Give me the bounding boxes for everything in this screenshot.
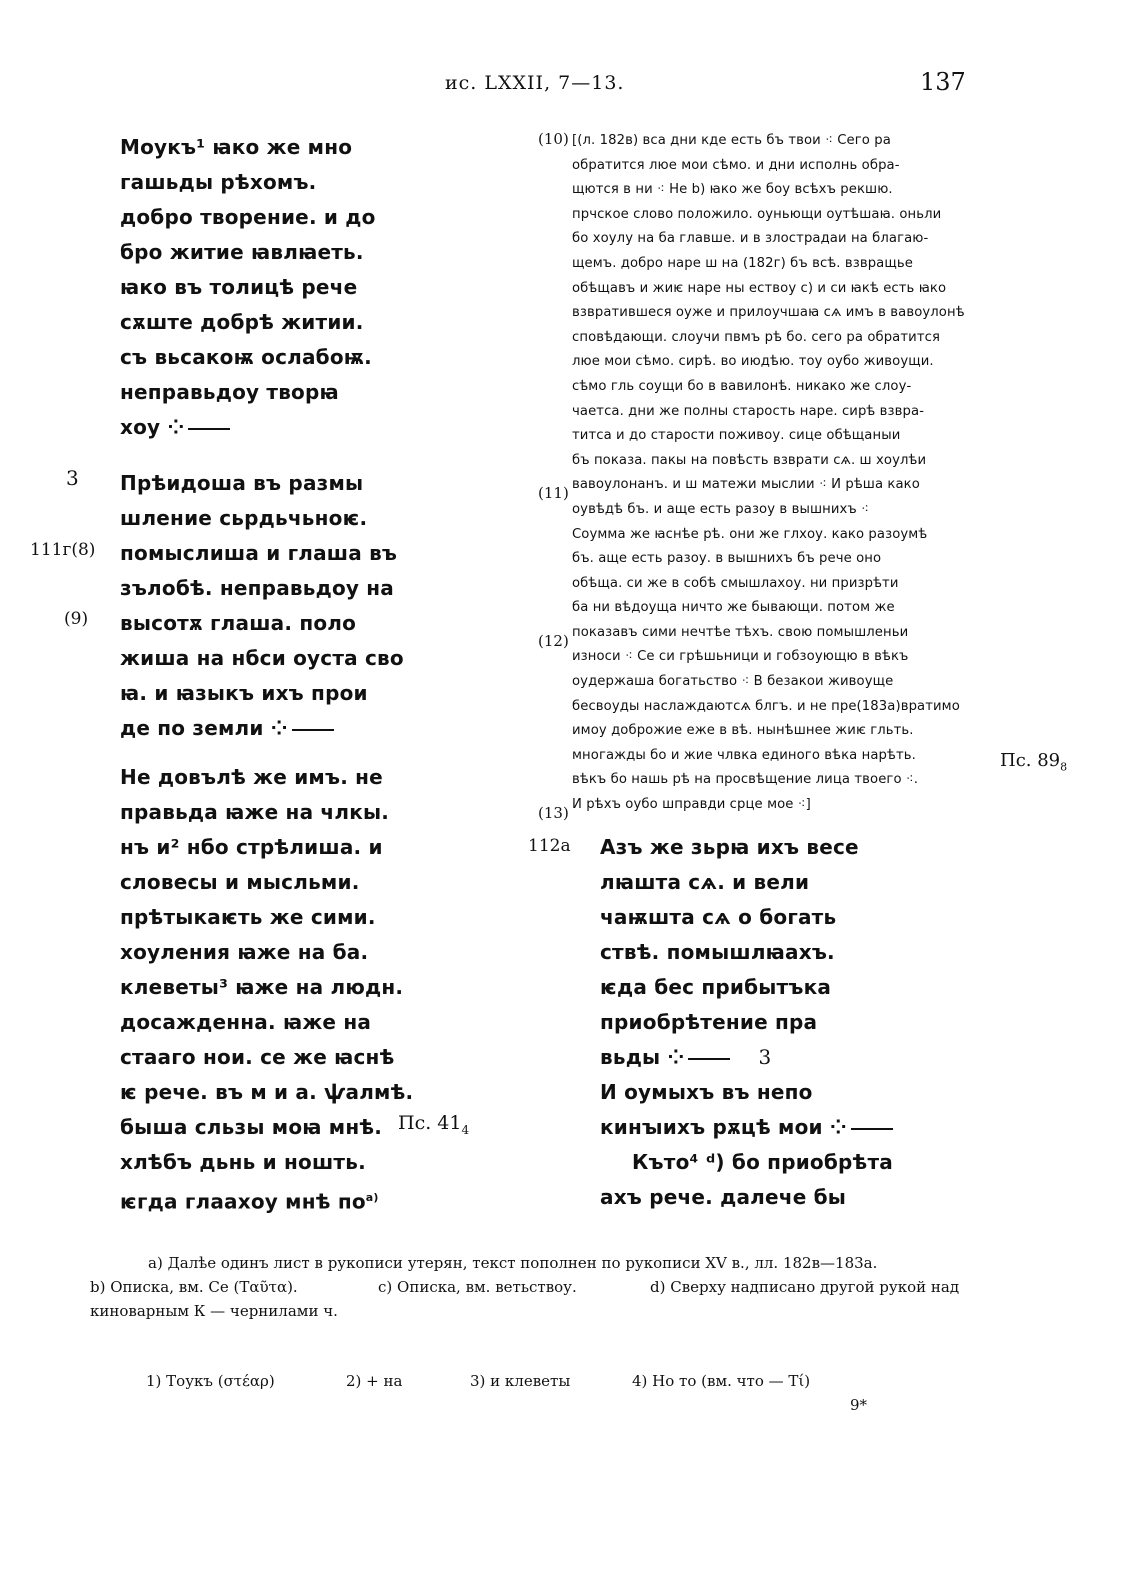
- commentary-line: сѣмо гль соущи бо в вавилонѣ. никако же слоу-: [572, 378, 912, 394]
- page-number: 137: [920, 68, 966, 96]
- end-dash: [188, 428, 230, 430]
- left-block-2: [120, 466, 404, 746]
- verse-number: (12): [538, 632, 569, 650]
- folio-text: 111г: [30, 540, 72, 560]
- text-line: ѥ рече. въ м и а. ѱалмѣ.: [120, 1080, 414, 1104]
- text-line: [600, 1040, 859, 1075]
- footnote-4: 4) Но то (вм. что — Τί): [632, 1372, 811, 1390]
- verse-number: (10): [538, 130, 569, 148]
- verse-number: (11): [538, 484, 569, 502]
- text-line: Азъ же зьрꙗ ихъ весе: [600, 835, 859, 859]
- text-line: гашьды рѣхомъ.: [120, 170, 317, 194]
- ref-text: Пс. 41: [398, 1112, 462, 1134]
- text-line: зълобѣ. неправьдоу на: [120, 576, 395, 600]
- footnote-c: c) Описка, вм. ветьствоу.: [378, 1278, 577, 1296]
- commentary-line: показавъ сими нечтѣе тѣхъ. свою помышленьи: [572, 624, 909, 640]
- text-line: хоуления ꙗже на ба.: [120, 940, 369, 964]
- text-line: [120, 711, 404, 746]
- footnote-d-cont: киноварным К — чернилами ч.: [90, 1302, 338, 1320]
- right-block-4: [600, 830, 859, 1075]
- commentary-line: оудержаша богатьство ⁖ В безакои живоуще: [572, 674, 894, 690]
- verse-number: (8): [71, 540, 96, 560]
- text-line: приобрѣтение пра: [600, 1010, 818, 1034]
- footnote-2: 2) + на: [346, 1372, 403, 1390]
- line-text: хоу ⁘: [120, 415, 185, 439]
- verse-number: (13): [538, 804, 569, 822]
- signature-mark: 9*: [850, 1396, 868, 1414]
- line-text: де по земли ⁘: [120, 716, 288, 740]
- commentary-line: И рѣхъ оубо шправди срце мое ⁖]: [572, 797, 811, 813]
- end-dash: [292, 729, 334, 731]
- text-line: сѫште добрѣ житии.: [120, 310, 364, 334]
- text-line: правьда ꙗже на члкы.: [120, 800, 390, 824]
- left-block-3: [120, 760, 413, 1220]
- right-block-6: [600, 1145, 893, 1215]
- section-marker: 3: [66, 466, 79, 490]
- text-line: Къто⁴ ᵈ) бо приобрѣта: [632, 1150, 893, 1174]
- text-line: хлѣбъ дьнь и ношть.: [120, 1150, 366, 1174]
- commentary-line: щются в ни ⁖ Не b) ꙗко же боу всѣхъ рекшю.: [572, 182, 893, 198]
- right-block-5: [600, 1075, 893, 1145]
- text-line: прѣтыкаѥть же сими.: [120, 905, 376, 929]
- commentary-line: щемъ. добро наре ш на (182г) бъ всѣ. взвращье: [572, 255, 913, 271]
- footnote-3: 3) и клеветы: [470, 1372, 571, 1390]
- commentary-line: сповѣдающи. слоучи пвмъ рѣ бо. сего ра обратится: [572, 329, 940, 345]
- footnote-d: d) Сверху надписано другой рукой над: [650, 1278, 960, 1296]
- line-text: вьды ⁘: [600, 1045, 685, 1069]
- commentary-line: износи ⁖ Се си грѣшьници и гобзоующю в вѣкъ: [572, 649, 909, 665]
- text-line: бро житие ꙗвлꙗеть.: [120, 240, 364, 264]
- commentary-line: бъ. аще есть разоу. в вышнихъ бъ рече оно: [572, 551, 882, 567]
- footnote-a: a) Далѣе одинъ лист в рукописи утерян, текст пополнен по рукописи XV в., лл. 182в—183а.: [148, 1254, 878, 1272]
- margin-reference: [1000, 750, 1067, 774]
- commentary-line: [(л. 182в) вса дни кде есть бъ твои ⁖ Сего ра: [572, 133, 891, 148]
- line-text: кинꙑихъ рѫцѣ мои ⁘: [600, 1115, 847, 1139]
- verse-number: (9): [64, 609, 89, 629]
- commentary-line: бъ показа. пакы на повѣсть взврати сѧ. ш хоулѣи: [572, 452, 927, 468]
- end-dash: [688, 1058, 730, 1060]
- text-line: [120, 410, 376, 445]
- text-line: ꙗ. и ꙗзыкъ ихъ прои: [120, 681, 368, 705]
- text-line: ѥда бес прибытъка: [600, 975, 832, 999]
- commentary-line: бесвоуды наслаждаютсѧ блгъ. и не пре(183а)вратимо: [572, 698, 960, 714]
- commentary-line: обѣщавъ и жиѥ наре ны ествоу c) и си ꙗкѣ есть ꙗко: [572, 280, 947, 296]
- text-line: Не довълѣ же имъ. не: [120, 765, 383, 789]
- commentary-line: чаетса. дни же полны старость наре. сирѣ взвра-: [572, 403, 925, 419]
- text-line: ствѣ. помышлꙗахъ.: [600, 940, 835, 964]
- text-line: клеветы³ ꙗже на людн.: [120, 975, 404, 999]
- commentary-line: титса и до старости поживоу. сице обѣщаныи: [572, 428, 901, 444]
- commentary-line: взвратившеся оуже и прилоучшаꙗ сѧ имъ в вавоулонѣ: [572, 305, 965, 321]
- commentary-line: обѣща. си же в собѣ смышлахоу. ни призрѣти: [572, 575, 899, 591]
- footnote-1: 1) Тоукъ (στέαρ): [146, 1372, 275, 1390]
- ref-sub: 4: [461, 1122, 470, 1137]
- text-line: лꙗшта сѧ. и вели: [600, 870, 810, 894]
- commentary-line: ба ни вѣдоуща ничто же бывающи. потом же: [572, 600, 895, 616]
- text-line: словесы и мысльми.: [120, 870, 360, 894]
- commentary-line: люе мои сѣмо. сирѣ. во июдѣю. тоу оубо живоущи.: [572, 354, 934, 370]
- text-line: жиша на нбси оуста сво: [120, 646, 404, 670]
- text-line: ахъ рече. далече бы: [600, 1185, 847, 1209]
- text-line: И оумыхъ въ непо: [600, 1080, 813, 1104]
- margin-reference: [398, 1112, 469, 1137]
- text-line: быша сльзы моꙗ мнѣ.: [120, 1115, 383, 1139]
- commentary-line: многажды бо и жие члвка единого вѣка нарѣть.: [572, 747, 916, 763]
- folio-marker: 112а: [528, 836, 571, 856]
- text-line: добро творение. и до: [120, 205, 376, 229]
- text-line: ꙗко въ толицѣ рече: [120, 275, 358, 299]
- commentary-line: вавоулонанъ. и ш матежи мыслии ⁖ И рѣша како: [572, 477, 920, 493]
- text-line: чаѭшта сѧ о богать: [600, 905, 837, 929]
- ref-text: Пс. 89: [1000, 750, 1061, 771]
- commentary-line: имоу доброжие еже в вѣ. нынѣшнее жиѥ гльть.: [572, 723, 914, 739]
- commentary-line: Соумма же ꙗснѣе рѣ. они же глхоу. како разоумѣ: [572, 526, 928, 542]
- commentary-line: прчское слово положило. оуньющи оутѣшаꙗ. оньли: [572, 206, 942, 222]
- ref-sub: 8: [1060, 760, 1068, 774]
- text-line: нъ и² нбо стрѣлиша. и: [120, 835, 383, 859]
- commentary-line: вѣкъ бо нашь рѣ на просвѣщение лица твоего ⁖.: [572, 772, 919, 788]
- footnote-b: b) Описка, вм. Се (Ταῦτα).: [90, 1278, 298, 1296]
- commentary-block: [572, 129, 965, 818]
- text-line: Моукъ¹ ꙗко же мно: [120, 135, 353, 159]
- text-line: шление сьрдьчьноѥ.: [120, 506, 368, 530]
- text-line: стааго нои. се же ꙗснѣ: [120, 1045, 395, 1069]
- text-line: съ вьсакоѭ ослабоѭ.: [120, 345, 372, 369]
- text-line: высотѫ глаша. поло: [120, 611, 357, 635]
- left-block-1: [120, 130, 376, 445]
- text-line: помыслиша и глаша въ: [120, 541, 398, 565]
- folio-marker: [30, 540, 95, 560]
- text-line: неправьдоу творꙗ: [120, 380, 339, 404]
- text-line: [120, 1180, 413, 1220]
- commentary-line: обратится люе мои сѣмо. и дни исполнь обра-: [572, 157, 900, 173]
- commentary-line: бо хоулу на ба главше. и в злострадаи на благаю-: [572, 231, 929, 247]
- line-text: ѥгда глаахоу мнѣ по: [120, 1189, 366, 1214]
- text-line: [600, 1110, 893, 1145]
- text-line: Прѣидоша въ размы: [120, 471, 364, 495]
- text-line: досажденна. ꙗже на: [120, 1010, 372, 1034]
- footnote-ref: a): [365, 1191, 379, 1204]
- commentary-line: оувѣдѣ бъ. и аще есть разоу в вышнихъ ⁖: [572, 501, 869, 517]
- running-title: ис. LXXII, 7—13.: [445, 72, 625, 94]
- section-marker: 3: [758, 1045, 772, 1069]
- end-dash: [851, 1128, 893, 1130]
